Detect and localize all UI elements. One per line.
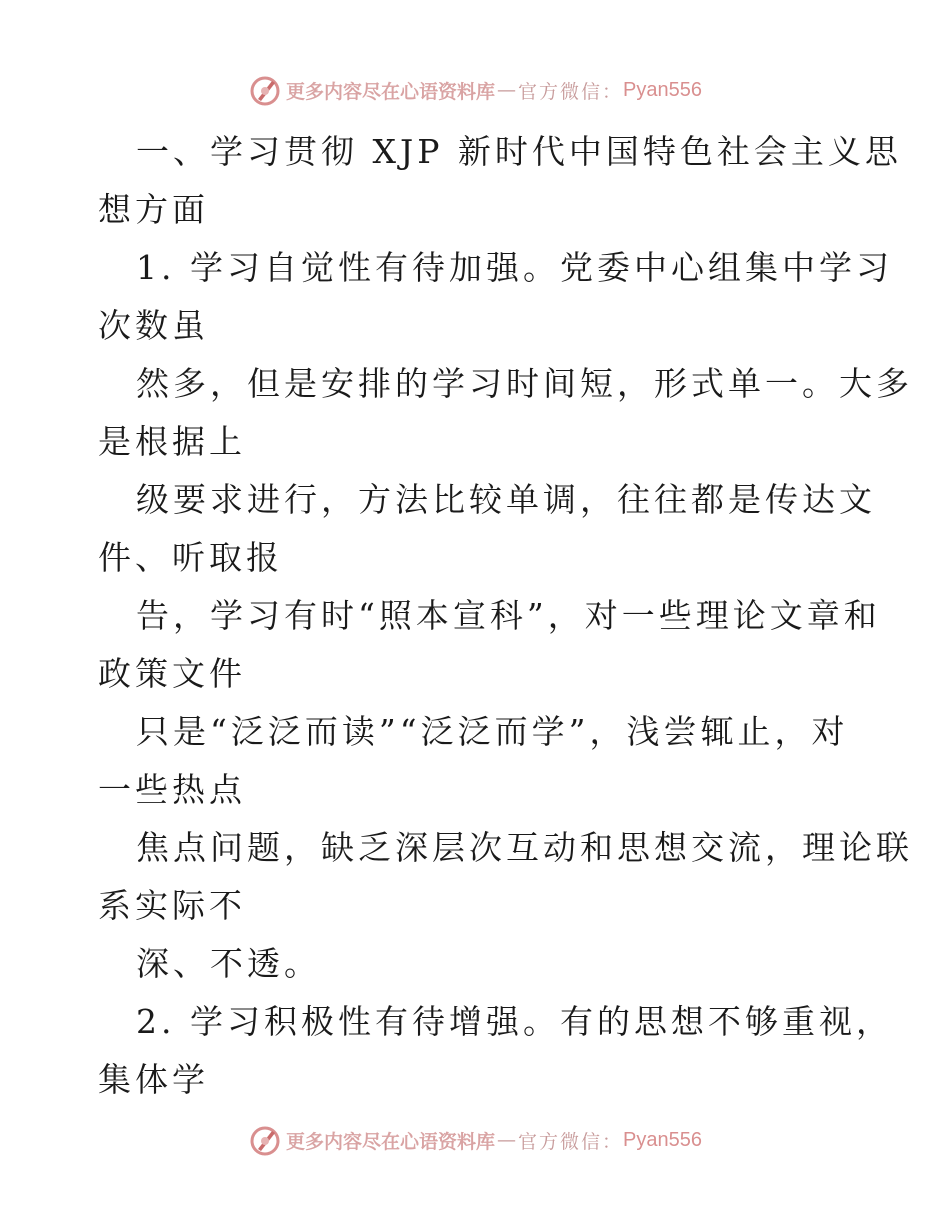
- quill-seal-icon: [248, 73, 282, 107]
- text-line: 想方面: [98, 190, 209, 229]
- text-line: 深、不透。: [136, 944, 321, 983]
- text-line: 集体学: [98, 1060, 209, 1099]
- banner-separator: —: [497, 1129, 517, 1151]
- text-line: 告，学习有时“照本宣科”，对一些理论文章和: [136, 596, 881, 635]
- text-line: 政策文件: [98, 654, 246, 693]
- banner-separator: —: [497, 79, 517, 101]
- text-line: 一、学习贯彻 XJP 新时代中国特色社会主义思: [136, 132, 902, 171]
- footer-banner: [0, 1120, 950, 1160]
- header-banner: [0, 70, 950, 110]
- text-line: 焦点问题，缺乏深层次互动和思想交流，理论联: [136, 828, 913, 867]
- text-line: 级要求进行，方法比较单调，往往都是传达文: [136, 480, 876, 519]
- text-line: 是根据上: [98, 422, 246, 461]
- banner-main-text: 更多内容尽在心语资料库: [286, 80, 496, 103]
- text-line: 系实际不: [98, 886, 246, 925]
- text-line: 件、听取报: [98, 538, 283, 577]
- text-line: 1. 学习自觉性有待加强。党委中心组集中学习: [136, 248, 893, 287]
- text-line: 2. 学习积极性有待增强。有的思想不够重视，: [136, 1002, 893, 1041]
- banner-wechat-label: 官方微信：: [518, 1130, 624, 1153]
- banner-wechat-label: 官方微信：: [518, 80, 624, 103]
- banner-wechat-id: Pyan556: [623, 78, 702, 101]
- text-line: 然多，但是安排的学习时间短，形式单一。大多: [136, 364, 913, 403]
- text-line: 一些热点: [98, 770, 246, 809]
- text-line: 次数虽: [98, 306, 209, 345]
- quill-seal-icon: [248, 1123, 282, 1157]
- text-line: 只是“泛泛而读”“泛泛而学”，浅尝辄止，对: [136, 712, 849, 751]
- document-body: [98, 123, 913, 1109]
- banner-main-text: 更多内容尽在心语资料库: [286, 1130, 496, 1153]
- banner-wechat-id: Pyan556: [623, 1128, 702, 1151]
